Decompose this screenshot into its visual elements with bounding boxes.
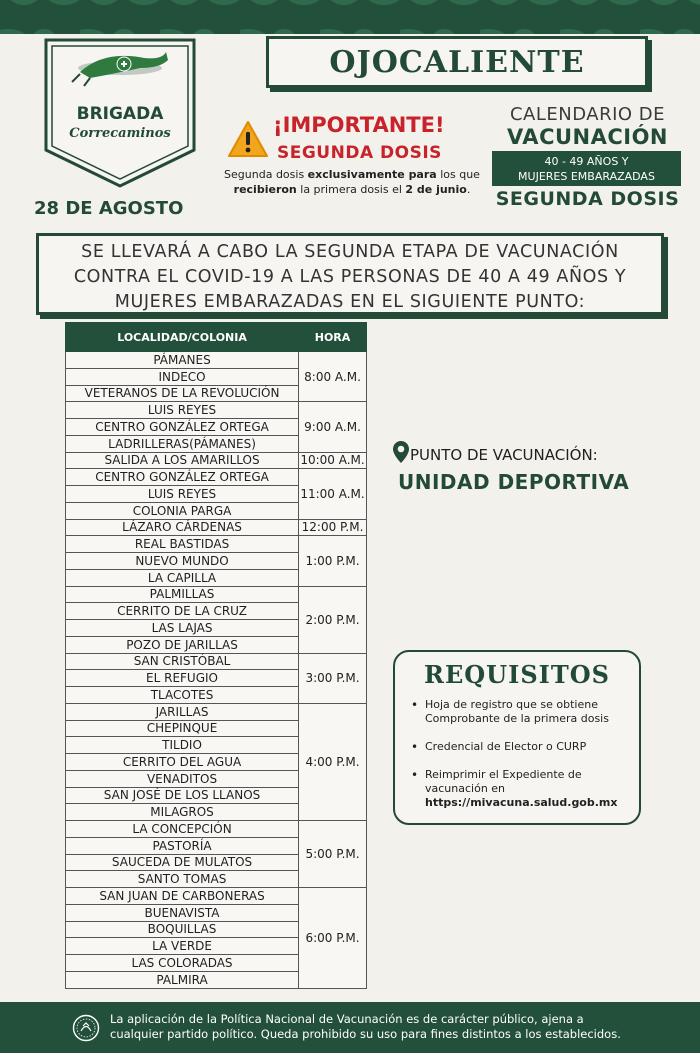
location-cell: LAS COLORADAS (66, 955, 299, 972)
location-cell: PASTORÍA (66, 837, 299, 854)
location-cell: CENTRO GONZÁLEZ ORTEGA (66, 419, 299, 436)
location-cell: TLACOTES (66, 687, 299, 704)
schedule-table-body (66, 352, 367, 989)
requisitos-box (393, 650, 641, 825)
event-date: 28 DE AGOSTO (34, 198, 184, 219)
calendar-heading-line2: VACUNACIÓN (506, 125, 669, 149)
location-pin-icon (392, 440, 410, 464)
location-cell: SALIDA A LOS AMARILLOS (66, 452, 299, 469)
table-header-row (66, 323, 367, 352)
calendar-heading-line1: CALENDARIO DE (509, 104, 666, 125)
time-cell: 9:00 A.M. (299, 402, 367, 452)
location-cell: VENADITOS (66, 770, 299, 787)
schedule-table (65, 322, 367, 989)
requisitos-list (409, 698, 633, 824)
table-row (66, 519, 367, 536)
table-row (66, 402, 367, 419)
location-cell: COLONIA PARGA (66, 502, 299, 519)
location-cell: LÁZARO CÁRDENAS (66, 519, 299, 536)
time-cell: 10:00 A.M. (300, 453, 365, 468)
footer-disclaimer: La aplicación de la Política Nacional de Vacunación es de carácter público, ajena a cualquier partido político. Queda prohibido su uso para fines distintos a los establecidos. (110, 1012, 621, 1041)
list-item: • Credencial de Elector o CURP (411, 740, 587, 754)
table-row (66, 352, 367, 369)
city-title: OJOCALIENTE (266, 36, 648, 88)
calendar-dose-label: SEGUNDA DOSIS (495, 188, 680, 210)
time-cell: 5:00 P.M. (299, 821, 367, 888)
location-cell: SAN CRISTÓBAL (66, 653, 299, 670)
location-cell: JARILLAS (66, 703, 299, 720)
location-cell: MILAGROS (66, 804, 299, 821)
top-decorative-band (0, 0, 700, 34)
bullet-icon: • (411, 768, 419, 782)
location-cell: BUENAVISTA (66, 904, 299, 921)
importante-text: Segunda dosis exclusivamente para los que recibieron la primera dosis el 2 de junio. (224, 168, 480, 196)
location-column-header: LOCALIDAD/COLONIA (66, 323, 299, 352)
location-cell: LA CAPILLA (66, 569, 299, 586)
location-cell: SAN JOSÉ DE LOS LLANOS (66, 787, 299, 804)
table-row (66, 469, 367, 486)
announcement-line: CONTRA EL COVID-19 A LAS PERSONAS DE 40 A 49 AÑOS Y (73, 267, 627, 287)
time-cell: 1:00 P.M. (299, 536, 367, 586)
location-cell: PALMILLAS (66, 586, 299, 603)
age-group-band: 40 - 49 AÑOS Y MUJERES EMBARAZADAS (492, 151, 681, 186)
location-cell: CERRITO DEL AGUA (66, 754, 299, 771)
location-cell: REAL BASTIDAS (66, 536, 299, 553)
requisitos-title: REQUISITOS (424, 660, 610, 689)
location-cell: TILDIO (66, 737, 299, 754)
table-row (66, 653, 367, 670)
punto-label: PUNTO DE VACUNACIÓN: (410, 446, 598, 464)
location-cell: NUEVO MUNDO (66, 553, 299, 570)
time-cell: 12:00 P.M. (299, 519, 367, 536)
list-item: • Hoja de registro que se obtiene Comprobante de la primera dosis (411, 698, 609, 725)
badge-title: BRIGADA (76, 104, 164, 124)
time-cell: 3:00 P.M. (299, 653, 367, 703)
location-cell: LA CONCEPCIÓN (66, 821, 299, 838)
location-cell: SAN JUAN DE CARBONERAS (66, 888, 299, 905)
location-cell: CHEPINQUE (66, 720, 299, 737)
importante-title: ¡IMPORTANTE! (273, 113, 445, 137)
table-row (66, 703, 367, 720)
location-cell: BOQUILLAS (66, 921, 299, 938)
location-cell: LAS LAJAS (66, 620, 299, 637)
announcement-line: SE LLEVARÁ A CABO LA SEGUNDA ETAPA DE VACUNACIÓN (81, 242, 619, 262)
importante-subtitle: SEGUNDA DOSIS (277, 143, 442, 163)
table-row (66, 452, 367, 469)
badge-subtitle: Correcaminos (69, 126, 171, 141)
announcement-line: MUJERES EMBARAZADAS EN EL SIGUIENTE PUNTO: (114, 292, 586, 312)
warning-icon (227, 120, 269, 158)
government-seal-icon (72, 1014, 100, 1042)
location-cell: POZO DE JARILLAS (66, 636, 299, 653)
location-cell: LADRILLERAS(PÁMANES) (66, 435, 299, 452)
location-cell: SAUCEDA DE MULATOS (66, 854, 299, 871)
bullet-icon: • (411, 740, 419, 754)
vaccine-url-link[interactable]: https://mivacuna.salud.gob.mx (425, 796, 618, 809)
time-column-header: HORA (299, 323, 367, 352)
location-cell: LUIS REYES (66, 402, 299, 419)
location-cell: CERRITO DE LA CRUZ (66, 603, 299, 620)
table-row (66, 536, 367, 553)
time-cell: 11:00 A.M. (299, 469, 367, 519)
time-cell: 6:00 P.M. (299, 888, 367, 989)
location-cell: PALMIRA (66, 971, 299, 988)
location-cell: LA VERDE (66, 938, 299, 955)
time-cell: 2:00 P.M. (299, 586, 367, 653)
location-cell: INDECO (66, 368, 299, 385)
time-cell: 8:00 A.M. (299, 352, 367, 402)
table-row (66, 821, 367, 838)
location-cell: CENTRO GONZÁLEZ ORTEGA (66, 469, 299, 486)
punto-value: UNIDAD DEPORTIVA (398, 470, 630, 494)
footer-band (0, 1002, 700, 1053)
location-cell: VETERANOS DE LA REVOLUCIÓN (66, 385, 299, 402)
brigada-badge (44, 38, 196, 188)
location-cell: SANTO TOMAS (66, 871, 299, 888)
location-cell: EL REFUGIO (66, 670, 299, 687)
bullet-icon: • (411, 698, 419, 712)
table-row (66, 888, 367, 905)
list-item: • Reimprimir el Expediente de vacunación en https://mivacuna.salud.gob.mx (411, 768, 618, 809)
location-cell: LUIS REYES (66, 486, 299, 503)
announcement-box (36, 233, 664, 315)
time-cell: 4:00 P.M. (299, 703, 367, 820)
table-row (66, 586, 367, 603)
location-cell: PÁMANES (66, 352, 299, 369)
